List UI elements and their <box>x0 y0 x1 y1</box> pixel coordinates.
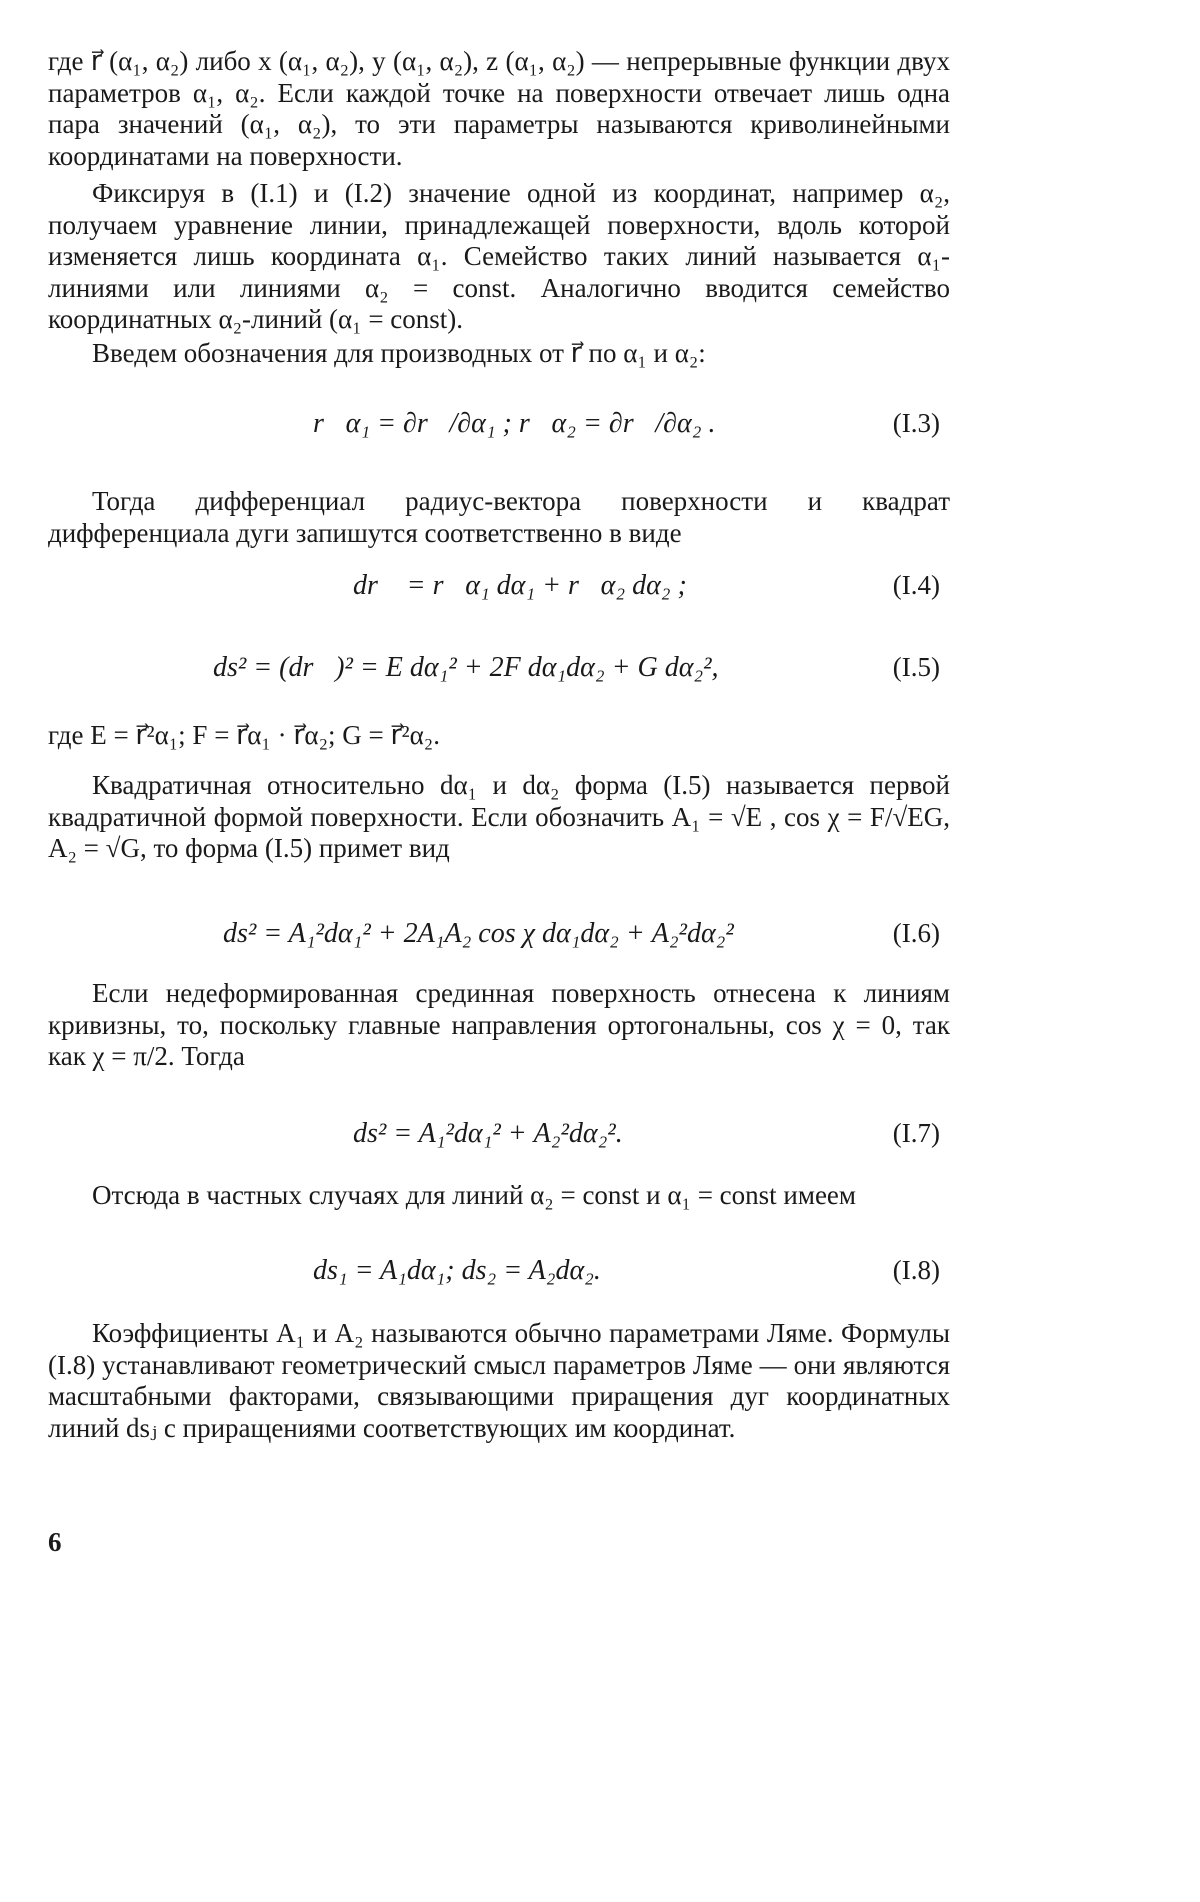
equation-I6 <box>48 918 950 962</box>
equation-formula: ds₁ = A₁dα₁; ds₂ = A₂dα₂. <box>313 1255 601 1286</box>
equation-number: (I.5) <box>892 652 940 682</box>
equation-formula: ds² = A₁²dα₁² + 2A₁A₂ cos χ dα₁dα₂ + A₂²dα₂² <box>223 918 734 949</box>
equation-I8 <box>48 1255 950 1299</box>
paragraph-4: Тогда дифференциал радиус-вектора поверхности и квадрат дифференциала дуги запишутся соответственно в виде <box>48 486 950 548</box>
equation-number: (I.4) <box>892 570 940 600</box>
equation-I7 <box>48 1118 950 1162</box>
equation-number: (I.6) <box>892 918 940 948</box>
paragraph-6: Квадратичная относительно dα₁ и dα₂ форма (I.5) называется первой квадратичной формой поверхности. Если обозначить A₁ = √E , cos χ = F/√EG, A₂ = √G, то форма (I.5) примет вид <box>48 770 950 863</box>
equation-number: (I.3) <box>892 408 940 438</box>
equation-number: (I.7) <box>892 1118 940 1148</box>
equation-I4 <box>48 570 950 614</box>
equation-formula: dr⃗ = r⃗α₁ dα₁ + r⃗α₂ dα₂ ; <box>353 570 687 601</box>
equation-number: (I.8) <box>892 1255 940 1285</box>
paragraph-7: Если недеформированная срединная поверхность отнесена к линиям кривизны, то, поскольку главные направления ортогональны, cos χ = 0, так как χ = π/2. Тогда <box>48 978 950 1071</box>
paragraph-8: Отсюда в частных случаях для линий α₂ = const и α₁ = const имеем <box>92 1180 857 1210</box>
equation-formula: ds² = (dr⃗)² = E dα₁² + 2F dα₁dα₂ + G dα₂², <box>213 652 719 683</box>
equation-formula: ds² = A₁²dα₁² + A₂²dα₂². <box>353 1118 623 1149</box>
equation-I3 <box>48 408 950 452</box>
paragraph-3: Введем обозначения для производных от r⃗ по α₁ и α₂: <box>92 338 706 368</box>
page-number: 6 <box>48 1527 62 1557</box>
paragraph-5: где E = r⃗²α₁; F = r⃗α₁ · r⃗α₂; G = r⃗²α₂. <box>48 720 440 750</box>
paragraph-9: Коэффициенты A₁ и A₂ называются обычно параметрами Ляме. Формулы (I.8) устанавливают геометрический смысл параметров Ляме — они являются масштабными факторами, связывающими приращения дуг координатных линий dsⱼ с приращениями соответствующих им координат. <box>48 1318 950 1443</box>
paragraph-1: где r⃗ (α₁, α₂) либо x (α₁, α₂), y (α₁, α₂), z (α₁, α₂) — непрерывные функции двух параметров α₁, α₂. Если каждой точке на поверхности отвечает лишь одна пара значений (α₁, α₂), то эти параметры называются криволинейными координатами на поверхности. <box>48 46 950 171</box>
equation-I5 <box>48 652 950 696</box>
paragraph-2: Фиксируя в (I.1) и (I.2) значение одной из координат, например α₂, получаем уравнение линии, принадлежащей поверхности, вдоль которой изменяется лишь координата α₁. Семейство таких линий называется α₁-линиями или линиями α₂ = const. Аналогично вводится семейство координатных α₂-линий (α₁ = const). <box>48 178 950 334</box>
equation-formula: r⃗α₁ = ∂r⃗/∂α₁ ; r⃗α₂ = ∂r⃗/∂α₂ . <box>313 408 716 439</box>
